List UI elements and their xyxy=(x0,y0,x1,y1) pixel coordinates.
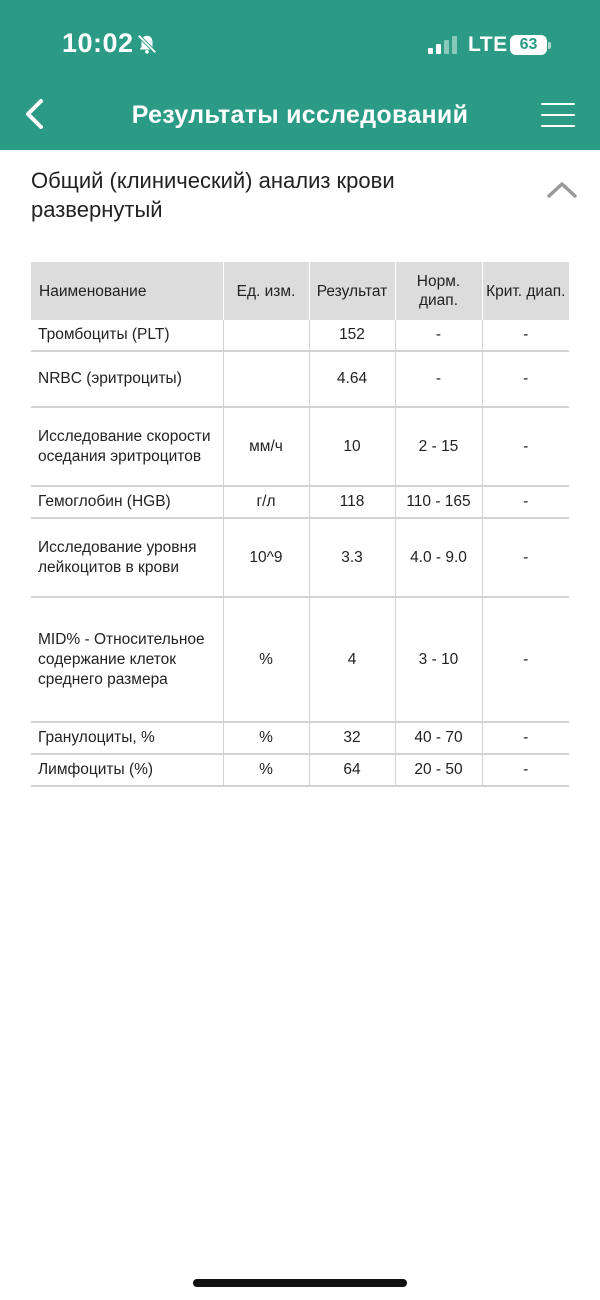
battery-icon xyxy=(510,35,550,55)
table-row xyxy=(31,320,569,351)
cell-unit xyxy=(223,320,309,351)
cell-name: Лимфоциты (%) xyxy=(31,754,223,786)
cell-result: 4.64 xyxy=(309,351,395,407)
network-label: LTE xyxy=(468,33,508,56)
cell-result: 4 xyxy=(309,597,395,722)
table-row xyxy=(31,407,569,486)
cell-result: 3.3 xyxy=(309,518,395,597)
cell-norm: 3 - 10 xyxy=(395,597,482,722)
cell-result: 32 xyxy=(309,722,395,754)
battery-tip xyxy=(548,42,551,49)
column-header-name: Наименование xyxy=(31,262,223,320)
signal-icon xyxy=(428,36,458,54)
cell-name: NRBC (эритроциты) xyxy=(31,351,223,407)
cell-name: Исследование скорости оседания эритроцитов xyxy=(31,407,223,486)
cell-norm: - xyxy=(395,320,482,351)
cell-result: 152 xyxy=(309,320,395,351)
section-title: Общий (клинический) анализ крови развернутый xyxy=(31,168,395,222)
cell-name: Гемоглобин (HGB) xyxy=(31,486,223,518)
cell-unit: г/л xyxy=(223,486,309,518)
cell-crit: - xyxy=(482,722,569,754)
table-row xyxy=(31,722,569,754)
cell-crit: - xyxy=(482,486,569,518)
cell-crit: - xyxy=(482,754,569,786)
cell-unit: % xyxy=(223,754,309,786)
cell-unit xyxy=(223,351,309,407)
column-header-unit: Ед. изм. xyxy=(223,262,309,320)
cell-unit: % xyxy=(223,722,309,754)
cell-unit: % xyxy=(223,597,309,722)
cell-name: MID% - Относительное содержание клеток среднего размера xyxy=(31,597,223,722)
cell-norm: 4.0 - 9.0 xyxy=(395,518,482,597)
table-header-row xyxy=(31,262,569,320)
cell-crit: - xyxy=(482,320,569,351)
cell-norm: 110 - 165 xyxy=(395,486,482,518)
table-row xyxy=(31,486,569,518)
battery-level: 63 xyxy=(510,35,547,55)
home-indicator[interactable] xyxy=(193,1279,407,1287)
cell-norm: 20 - 50 xyxy=(395,754,482,786)
cell-name: Тромбоциты (PLT) xyxy=(31,320,223,351)
status-bar xyxy=(0,0,600,90)
app-header xyxy=(0,0,600,150)
cell-crit: - xyxy=(482,597,569,722)
cell-name: Исследование уровня лейкоцитов в крови xyxy=(31,518,223,597)
cell-result: 64 xyxy=(309,754,395,786)
table-row xyxy=(31,518,569,597)
cell-crit: - xyxy=(482,407,569,486)
cell-name: Гранулоциты, % xyxy=(31,722,223,754)
cell-unit: 10^9 xyxy=(223,518,309,597)
cell-result: 10 xyxy=(309,407,395,486)
status-time: 10:02 xyxy=(62,28,134,58)
hamburger-menu-icon[interactable] xyxy=(538,100,578,130)
results-table xyxy=(31,262,569,787)
chevron-up-icon[interactable] xyxy=(544,176,580,204)
cell-unit: мм/ч xyxy=(223,407,309,486)
cell-result: 118 xyxy=(309,486,395,518)
bell-muted-icon xyxy=(136,33,158,55)
column-header-result: Результат xyxy=(309,262,395,320)
cell-norm: - xyxy=(395,351,482,407)
table-row xyxy=(31,754,569,786)
table-row xyxy=(31,597,569,722)
cell-crit: - xyxy=(482,518,569,597)
cell-crit: - xyxy=(482,351,569,407)
cell-norm: 40 - 70 xyxy=(395,722,482,754)
column-header-norm: Норм. диап. xyxy=(395,262,482,320)
table-row xyxy=(31,351,569,407)
column-header-crit: Крит. диап. xyxy=(482,262,569,320)
page-title: Результаты исследований xyxy=(131,101,469,129)
cell-norm: 2 - 15 xyxy=(395,407,482,486)
